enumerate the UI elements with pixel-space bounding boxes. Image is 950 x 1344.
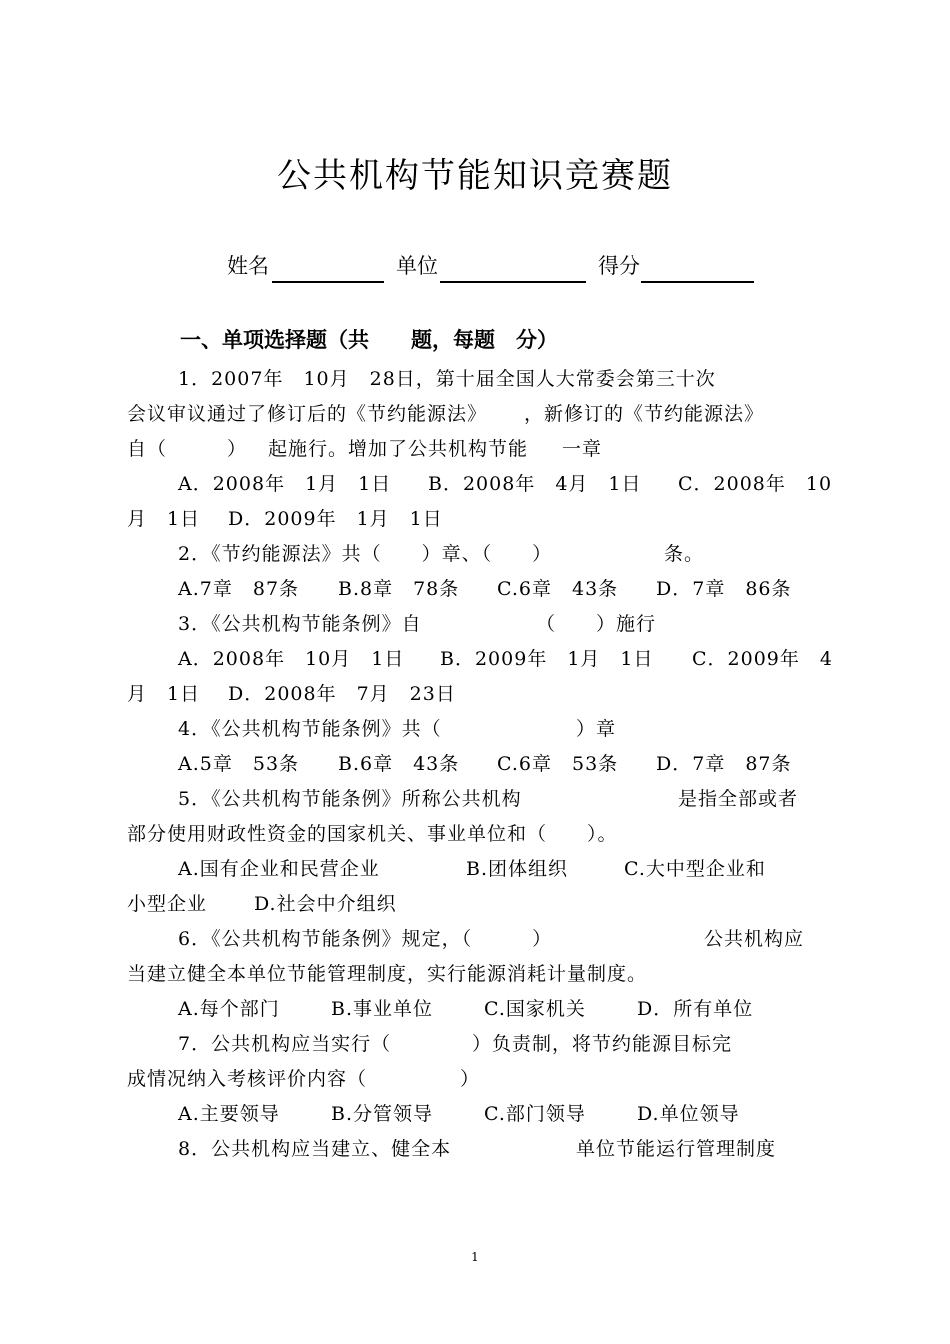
document-title: 公共机构节能知识竞赛题 <box>277 156 673 196</box>
option-b: B．2008年 4月 1日 <box>428 473 642 495</box>
line-text: 一章 <box>562 438 603 460</box>
option-a: A.主要领导 <box>178 1103 280 1125</box>
question-line: 4．《公共机构节能条例》共（ <box>178 718 442 740</box>
option-d: D.单位领导 <box>637 1103 740 1125</box>
unit-blank <box>440 281 586 283</box>
question-line: 3．《公共机构节能条例》自 <box>178 613 422 635</box>
option-c: C．2008年 10 <box>678 473 833 495</box>
line-text: ，新修订的《节约能源法》 <box>524 403 765 425</box>
line-text: 起施行。增加了公共机构节能 <box>268 438 529 460</box>
question-line: （ ）施行 <box>536 613 657 635</box>
section-heading: 一、单项选择题（共 题，每题 分） <box>180 328 558 352</box>
option-c: C.国家机关 <box>484 998 586 1020</box>
question-line <box>127 434 247 461</box>
option-c: C.6章 53条 <box>497 753 619 775</box>
question-line: 是指全部或者 <box>678 788 799 810</box>
page-number: 1 <box>471 1250 479 1264</box>
option-d: D．所有单位 <box>637 998 754 1020</box>
line-text: 自（ ） <box>127 438 248 460</box>
question-line: 小型企业 <box>127 893 208 915</box>
line-text: 1．2007年 10月 28日，第十届全国人大常委会第三十次 <box>178 368 716 390</box>
option-b: B.分管领导 <box>331 1103 434 1125</box>
question-line <box>127 399 487 426</box>
question-line: 5．《公共机构节能条例》所称公共机构 <box>178 788 522 810</box>
question-line: 单位节能运行管理制度 <box>576 1138 777 1160</box>
question-line: 部分使用财政性资金的国家机关、事业单位和（ ）。 <box>127 823 618 845</box>
option-c: C.大中型企业和 <box>624 858 766 880</box>
question-line: 当建立健全本单位节能管理制度，实行能源消耗计量制度。 <box>127 963 648 985</box>
option-d: D.社会中介组织 <box>254 893 397 915</box>
name-blank <box>272 281 384 283</box>
option-a: A.7章 87条 <box>178 578 300 600</box>
question-line <box>268 434 528 461</box>
option-c: C.部门领导 <box>484 1103 586 1125</box>
option-d: D．7章 87条 <box>656 753 792 775</box>
score-blank <box>641 281 754 283</box>
question-line: 8．公共机构应当建立、健全本 <box>178 1138 452 1160</box>
question-line: ）负责制，将节约能源目标完 <box>472 1033 733 1055</box>
option-b: B.8章 78条 <box>338 578 460 600</box>
option-d: D．7章 86条 <box>656 578 792 600</box>
option-a: A.国有企业和民营企业 <box>178 858 380 880</box>
line-text: 会议审议通过了修订后的《节约能源法》 <box>127 403 488 425</box>
question-line: 6．《公共机构节能条例》规定，（ ） <box>178 928 553 950</box>
option-b: B.事业单位 <box>331 998 434 1020</box>
option-c: C.6章 43条 <box>497 578 619 600</box>
option-b: B．2009年 1月 1日 <box>440 648 654 670</box>
option-b: B.6章 43条 <box>338 753 460 775</box>
question-line <box>178 364 716 391</box>
question-line: ） <box>460 1068 481 1090</box>
unit-label: 单位 <box>396 254 438 278</box>
question-line <box>524 399 764 426</box>
option-a: A．2008年 1月 1日 <box>178 473 392 495</box>
question-line: 条。 <box>664 543 705 565</box>
name-label: 姓名 <box>227 254 269 278</box>
question-line: 2．《节约能源法》共（ ）章、（ ） <box>178 543 553 565</box>
score-label: 得分 <box>598 254 640 278</box>
question-line: ）章 <box>576 718 617 740</box>
question-line: 7．公共机构应当实行（ <box>178 1033 392 1055</box>
option-a: A.每个部门 <box>178 998 280 1020</box>
question-line: 成情况纳入考核评价内容（ <box>127 1068 368 1090</box>
question-line <box>562 434 602 461</box>
option-c: C．2009年 4 <box>692 648 833 670</box>
option-a: A.5章 53条 <box>178 753 300 775</box>
question-line: 月 1日 <box>127 508 201 530</box>
question-line: 月 1日 <box>127 683 201 705</box>
question-line: 公共机构应 <box>704 928 805 950</box>
option-b: B.团体组织 <box>466 858 569 880</box>
option-d: D．2009年 1月 1日 <box>228 508 443 530</box>
option-a: A．2008年 10月 1日 <box>178 648 405 670</box>
option-d: D．2008年 7月 23日 <box>228 683 456 705</box>
